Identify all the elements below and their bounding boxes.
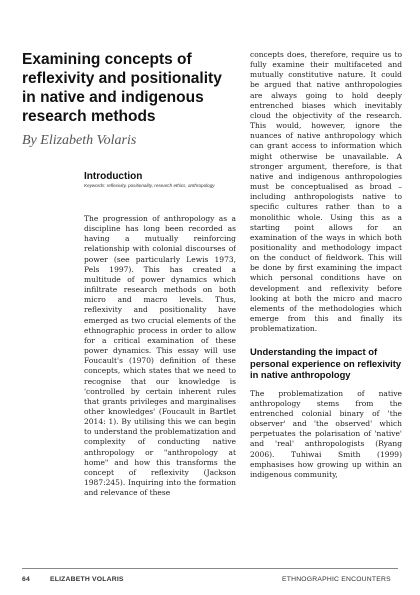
introduction-heading: Introduction (84, 171, 143, 182)
section-heading: Understanding the impact of personal experience on reflexivity in native anthropology (250, 346, 402, 381)
keywords-line: Keywords: reflexivity, positionality, research ethics, anthropology (84, 183, 215, 188)
article-title: Examining concepts of reflexivity and positionality in native and indigenous research methods (22, 51, 222, 125)
page-number: 64 (22, 576, 30, 583)
intro-paragraph-continued: concepts does, therefore, require us to fully examine their multifaceted and mutually constitutive nature. It could be argued that native anthropologies are always going to hold deeply entrenched biases which inevitably cloud the objectivity of the research. This would, however, ignore the nuances of native anthropology which can grant access to information which might otherwise be unavailable. A stronger argument, therefore, is that native and indigenous anthropologies must be conceptualised as broad – including anthropologists native to specific cultures rather than to a monolithic whole. Using this as a starting point allows for an examination of the ways in which both positionality and methodology impact on the conduct of fieldwork. This will be done by first examining the impact which personal conditions have on development and reflexivity before looking at both the micro and macro elements of the methodologies which emerge from this and finally its problematization. (250, 50, 402, 334)
left-column (84, 214, 236, 554)
author-byline: By Elizabeth Volaris (22, 133, 137, 148)
intro-paragraph: The progression of anthropology as a discipline has long been recorded as having a mutually reinforcing relationship with colonial discourses of power (see particularly Lewis 1973, Pels 1997). This has created a multitude of power dynamics which infiltrate research methods on both micro and macro levels. Thus, reflexivity and positionality have emerged as two crucial elements of the ethnographic process in order to allow for a critical examination of these power dynamics. This essay will use Foucault's (1970) definition of these concepts, which states that we need to recognise that our knowledge is 'controlled by certain inherent rules that grants privileges and marginalises other knowledges' (Foucault in Bartlet 2014: 1). By utilising this we can begin to understand the problematization and complexity of conducting native anthropology or "anthropology at home" and how this transforms the concept of reflexivity (Jackson 1987:245). Inquiring into the formation and relevance of these (84, 214, 236, 498)
running-author: ELIZABETH VOLARIS (50, 576, 124, 583)
right-column (250, 50, 402, 555)
section-paragraph: The problematization of native anthropology stems from the entrenched colonial binary of 'the observer' and 'the observed' which perpetuates the polarisation of 'native' and 'real' anthropologists (Ryang 2006). Tuhiwai Smith (1999) emphasises how growing up within an indigenous community, (250, 388, 402, 479)
footer-divider (22, 568, 398, 569)
journal-name: ETHNOGRAPHIC ENCOUNTERS (282, 576, 391, 583)
